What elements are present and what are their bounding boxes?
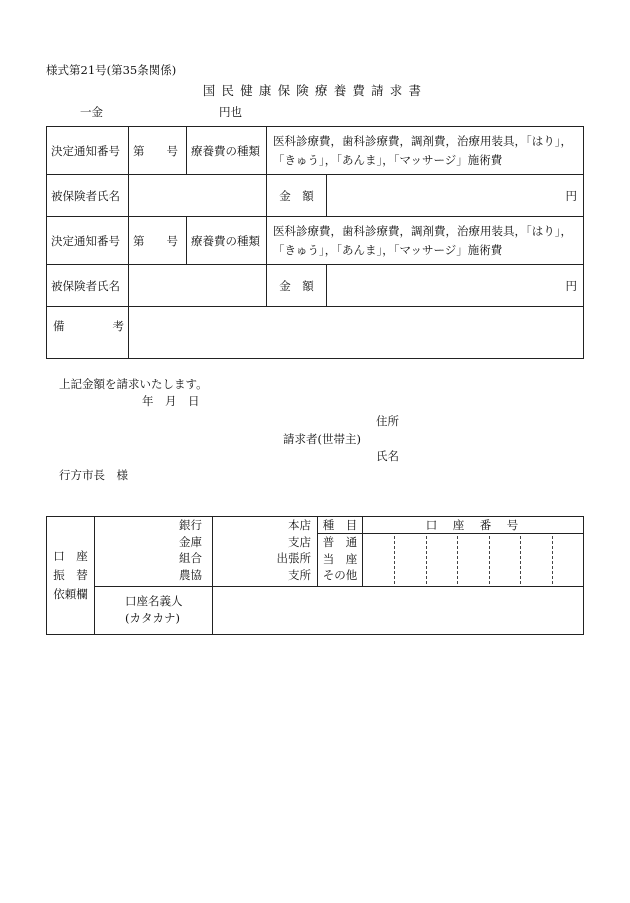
insured-name-label: 被保険者氏名 — [47, 175, 129, 217]
remarks-field[interactable] — [129, 307, 584, 359]
requester-label: 請求者(世帯主) — [283, 432, 361, 446]
total-amount-suffix: 円也 — [219, 105, 242, 119]
account-number-header: 口 座 番 号 — [363, 517, 583, 534]
request-statement: 上記金額を請求いたします。 — [59, 377, 208, 391]
request-date: 年 月 日 — [142, 394, 200, 408]
decision-number-field[interactable]: 第 号 — [129, 217, 187, 265]
account-holder-label: 口座名義人 (カタカナ) — [95, 587, 213, 635]
claim-1-row-decision — [47, 127, 584, 175]
treatment-type-label: 療養費の種類 — [187, 217, 267, 265]
treatment-types: 医科診療費，歯科診療費，調剤費，治療用装具，「はり」， 「きゅう」，「あんま」，「マッサージ」施術費 — [267, 127, 584, 175]
account-number-field[interactable] — [363, 517, 584, 587]
insured-name-field[interactable] — [129, 265, 267, 307]
account-holder-field[interactable] — [213, 587, 584, 635]
claim-1-row-insured — [47, 175, 584, 217]
decision-number-field[interactable]: 第 号 — [129, 127, 187, 175]
claims-table — [46, 126, 584, 359]
amount-label: 金 額 — [267, 175, 327, 217]
decision-number-label: 決定通知番号 — [47, 127, 129, 175]
amount-label: 金 額 — [267, 265, 327, 307]
address-label: 住所 — [376, 414, 399, 428]
yen-label: 円 — [565, 278, 577, 293]
account-section-label: 口 座 振 替 依頼欄 — [47, 517, 95, 635]
addressee: 行方市長 様 — [59, 468, 128, 482]
insured-name-field[interactable] — [129, 175, 267, 217]
name-label: 氏名 — [376, 449, 399, 463]
branch-type-options[interactable]: 本店 支店 出張所 支所 — [213, 517, 318, 587]
remarks-row — [47, 307, 584, 359]
institution-type-options[interactable]: 銀行 金庫 組合 農協 — [95, 517, 213, 587]
form-number: 様式第21号(第35条関係) — [46, 63, 177, 77]
claim-2-row-insured — [47, 265, 584, 307]
decision-number-label: 決定通知番号 — [47, 217, 129, 265]
treatment-types: 医科診療費，歯科診療費，調剤費，治療用装具，「はり」， 「きゅう」，「あんま」，「マッサージ」施術費 — [267, 217, 584, 265]
remarks-label: 備 考 — [47, 307, 129, 359]
amount-field[interactable] — [327, 175, 584, 217]
claim-2-row-decision — [47, 217, 584, 265]
account-type-options[interactable]: 種 目 普 通 当 座 その他 — [318, 517, 363, 587]
yen-label: 円 — [565, 188, 577, 203]
page-title: 国民健康保険療養費請求書 — [202, 83, 428, 98]
treatment-type-label: 療養費の種類 — [187, 127, 267, 175]
amount-field[interactable] — [327, 265, 584, 307]
account-transfer-table — [46, 516, 584, 635]
account-number-digits[interactable] — [363, 534, 583, 586]
total-amount-prefix: 一金 — [80, 105, 103, 119]
insured-name-label: 被保険者氏名 — [47, 265, 129, 307]
